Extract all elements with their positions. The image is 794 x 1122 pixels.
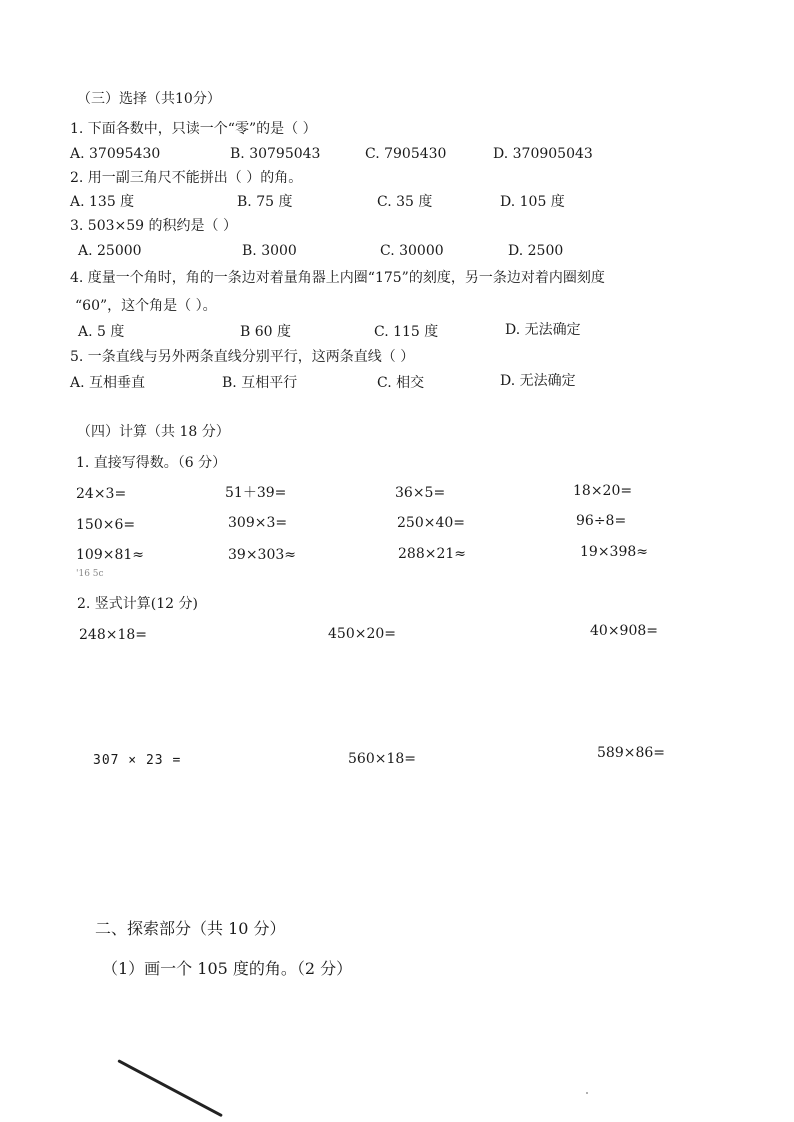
question-2-stem: 2. 用一副三角尺不能拼出（ ）的角。 — [70, 170, 303, 186]
question-3-option-d: D. 2500 — [508, 243, 564, 259]
question-5-stem: 5. 一条直线与另外两条直线分别平行，这两条直线（ ） — [70, 349, 415, 365]
question-1-option-c: C. 7905430 — [365, 146, 447, 162]
calc-item: 36×5= — [395, 485, 446, 501]
question-5-option-c: C. 相交 — [377, 375, 425, 391]
question-5-option-a: A. 互相垂直 — [70, 375, 146, 391]
question-4-stem-line2: “60”，这个角是（ ）。 — [75, 298, 217, 314]
explore-item-1: （1）画一个 105 度的角。（2 分） — [102, 959, 353, 978]
column-calc-item: 560×18= — [348, 751, 416, 767]
question-1-stem: 1. 下面各数中，只读一个“零”的是（ ） — [70, 121, 317, 137]
question-4-option-b: B 60 度 — [240, 324, 292, 340]
part1-heading: 1. 直接写得数。（6 分） — [76, 455, 227, 471]
calc-item: 51＋39= — [225, 485, 287, 501]
calc-item: 39×303≈ — [228, 547, 296, 563]
question-4-option-c: C. 115 度 — [374, 324, 439, 340]
scan-speck — [586, 1092, 588, 1094]
calc-item: 109×81≈ — [76, 547, 144, 563]
question-3-option-a: A. 25000 — [78, 243, 142, 259]
question-1-option-d: D. 370905043 — [493, 146, 593, 162]
pencil-scribble: '16 5c — [76, 569, 104, 579]
column-calc-item: 589×86= — [597, 745, 665, 761]
question-4-option-d: D. 无法确定 — [505, 322, 581, 338]
part2-heading: 2. 竖式计算(12 分) — [77, 596, 198, 612]
question-4-stem-line1: 4. 度量一个角时，角的一条边对着量角器上内圈“175”的刻度，另一条边对着内圈刻度 — [70, 270, 605, 286]
column-calc-item: 450×20= — [328, 626, 396, 642]
calc-item: 250×40= — [397, 515, 465, 531]
section3-heading: （三）选择（共10分） — [77, 91, 221, 107]
calc-item: 309×3= — [228, 515, 288, 531]
question-4-option-a: A. 5 度 — [78, 324, 125, 340]
calc-item: 19×398≈ — [580, 544, 648, 560]
calc-item: 24×3= — [76, 486, 127, 502]
column-calc-item: 248×18= — [79, 627, 147, 643]
question-2-option-b: B. 75 度 — [237, 194, 293, 210]
question-3-stem: 3. 503×59 的积约是（ ） — [70, 218, 237, 234]
calc-item: 288×21≈ — [398, 546, 466, 562]
column-calc-item: 40×908= — [590, 623, 658, 639]
question-2-option-a: A. 135 度 — [70, 194, 135, 210]
question-1-option-a: A. 37095430 — [70, 146, 161, 162]
question-5-option-b: B. 互相平行 — [222, 375, 298, 391]
calc-item: 96÷8= — [576, 513, 627, 529]
section4-heading: （四）计算（共 18 分） — [77, 424, 230, 440]
column-calc-item: 307 × 23 = — [93, 753, 182, 768]
question-2-option-c: C. 35 度 — [377, 194, 433, 210]
question-1-option-b: B. 30795043 — [230, 146, 321, 162]
calc-item: 18×20= — [573, 483, 633, 499]
question-3-option-b: B. 3000 — [242, 243, 297, 259]
explore-heading: 二、探索部分（共 10 分） — [95, 919, 286, 938]
calc-item: 150×6= — [76, 517, 136, 533]
pencil-stroke — [117, 1059, 223, 1117]
question-5-option-d: D. 无法确定 — [500, 373, 576, 389]
question-3-option-c: C. 30000 — [380, 243, 444, 259]
question-2-option-d: D. 105 度 — [500, 194, 565, 210]
